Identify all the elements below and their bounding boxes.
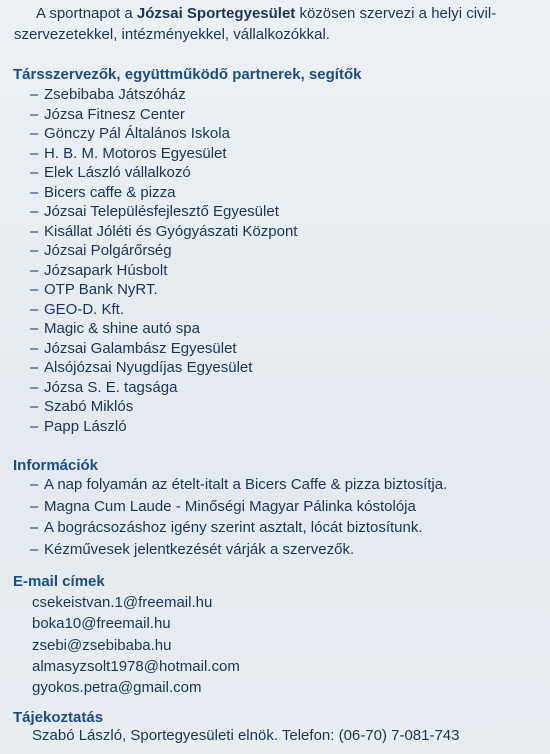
partner-item <box>30 417 297 437</box>
list-dash: – <box>30 359 39 376</box>
partner-item-text: Józsa Fitnesz Center <box>44 105 185 123</box>
list-dash: – <box>30 125 39 142</box>
partner-item-text: H. B. M. Motoros Egyesület <box>44 144 227 162</box>
list-dash: – <box>30 164 39 181</box>
partner-item <box>30 144 297 164</box>
partner-item <box>30 163 297 183</box>
list-dash: – <box>30 300 39 318</box>
list-dash: – <box>30 86 39 103</box>
list-dash: – <box>30 183 39 201</box>
partner-item-text: GEO-D. Kft. <box>44 300 125 318</box>
info-item <box>30 539 447 561</box>
partner-item <box>30 241 297 261</box>
list-dash: – <box>30 398 39 415</box>
partner-item-text: Elek László vállalkozó <box>44 164 191 181</box>
partner-item-text: Józsapark Húsbolt <box>44 261 168 279</box>
partner-item <box>30 202 297 222</box>
partner-item-text: Józsai Galambász Egyesület <box>44 339 237 357</box>
email-address[interactable]: gyokos.petra@gmail.com <box>32 679 202 697</box>
list-dash: – <box>30 497 39 515</box>
email-address[interactable]: csekeistvan.1@freemail.hu <box>32 594 213 611</box>
intro-text-after: közösen szervezi a helyi civil-szervezetekkel, intézményekkel, vállalkozókkal. <box>14 5 497 43</box>
partners-list <box>30 85 297 436</box>
email-address[interactable]: almasyzsolt1978@hotmail.com <box>32 657 240 675</box>
info-item-text: A nap folyamán az ételt-italt a Bicers Caffe & pizza biztosítja. <box>44 476 448 493</box>
partner-item-text: Zsebibaba Játszóház <box>44 86 186 103</box>
info-item-text: Kézművesek jelentkezését várják a szervezők. <box>44 540 355 558</box>
info-item-text: A bográcsozáshoz igény szerint asztalt, lócát biztosítunk. <box>44 519 423 536</box>
email-address[interactable]: boka10@freemail.hu <box>32 615 171 633</box>
info-item <box>30 496 447 518</box>
partner-item <box>30 319 297 339</box>
partner-item <box>30 339 297 359</box>
list-dash: – <box>30 378 39 396</box>
partner-item <box>30 300 297 320</box>
partner-item <box>30 183 297 203</box>
email-heading: E-mail címek <box>13 573 105 590</box>
list-dash: – <box>30 281 39 298</box>
list-dash: – <box>30 203 39 220</box>
partner-item-text: Papp László <box>44 417 127 435</box>
list-dash: – <box>30 476 39 493</box>
contact-text: Szabó László, Sportegyesületi elnök. Telefon: (06-70) 7-081-743 <box>32 727 460 744</box>
list-dash: – <box>30 222 39 240</box>
partner-item-text: Gönczy Pál Általános Iskola <box>44 125 230 142</box>
partner-item-text: Józsai Településfejlesztő Egyesület <box>44 203 279 220</box>
list-dash: – <box>30 261 39 279</box>
partner-item <box>30 261 297 281</box>
partners-heading: Társszervezők, együttműködő partnerek, segítők <box>13 66 362 83</box>
email-address[interactable]: zsebi@zsebibaba.hu <box>32 636 172 654</box>
partner-item <box>30 222 297 242</box>
partner-item <box>30 124 297 144</box>
partner-item <box>30 358 297 378</box>
partner-item <box>30 378 297 398</box>
partner-item-text: Bicers caffe & pizza <box>44 183 176 201</box>
partner-item-text: Józsa S. E. tagsága <box>44 378 178 396</box>
list-dash: – <box>30 320 39 337</box>
list-dash: – <box>30 417 39 435</box>
organizer-name: Józsai Sportegyesület <box>136 5 296 22</box>
partner-item-text: Szabó Miklós <box>44 398 134 415</box>
intro-paragraph <box>14 3 539 45</box>
info-item-text: Magna Cum Laude - Minőségi Magyar Pálinka kóstolója <box>44 497 416 515</box>
partner-item-text: Magic & shine autó spa <box>44 320 200 337</box>
contact-heading: Tájekoztatás <box>13 709 104 726</box>
list-dash: – <box>30 540 39 558</box>
info-item <box>30 474 447 496</box>
partner-item-text: Józsai Polgárőrség <box>44 242 172 259</box>
partner-item <box>30 105 297 125</box>
partner-item-text: Alsójózsai Nyugdíjas Egyesület <box>44 359 253 376</box>
list-dash: – <box>30 105 39 123</box>
partner-item <box>30 397 297 417</box>
email-list <box>32 592 240 698</box>
list-dash: – <box>30 144 39 162</box>
list-dash: – <box>30 339 39 357</box>
info-list <box>30 474 447 560</box>
list-dash: – <box>30 519 39 536</box>
list-dash: – <box>30 242 39 259</box>
partner-item-text: OTP Bank NyRT. <box>44 281 158 298</box>
intro-text-before: A sportnapot a <box>36 5 137 22</box>
info-item <box>30 517 447 539</box>
partner-item <box>30 280 297 300</box>
partner-item <box>30 85 297 105</box>
info-heading: Információk <box>13 457 99 474</box>
partner-item-text: Kisállat Jóléti és Gyógyászati Központ <box>44 222 298 240</box>
